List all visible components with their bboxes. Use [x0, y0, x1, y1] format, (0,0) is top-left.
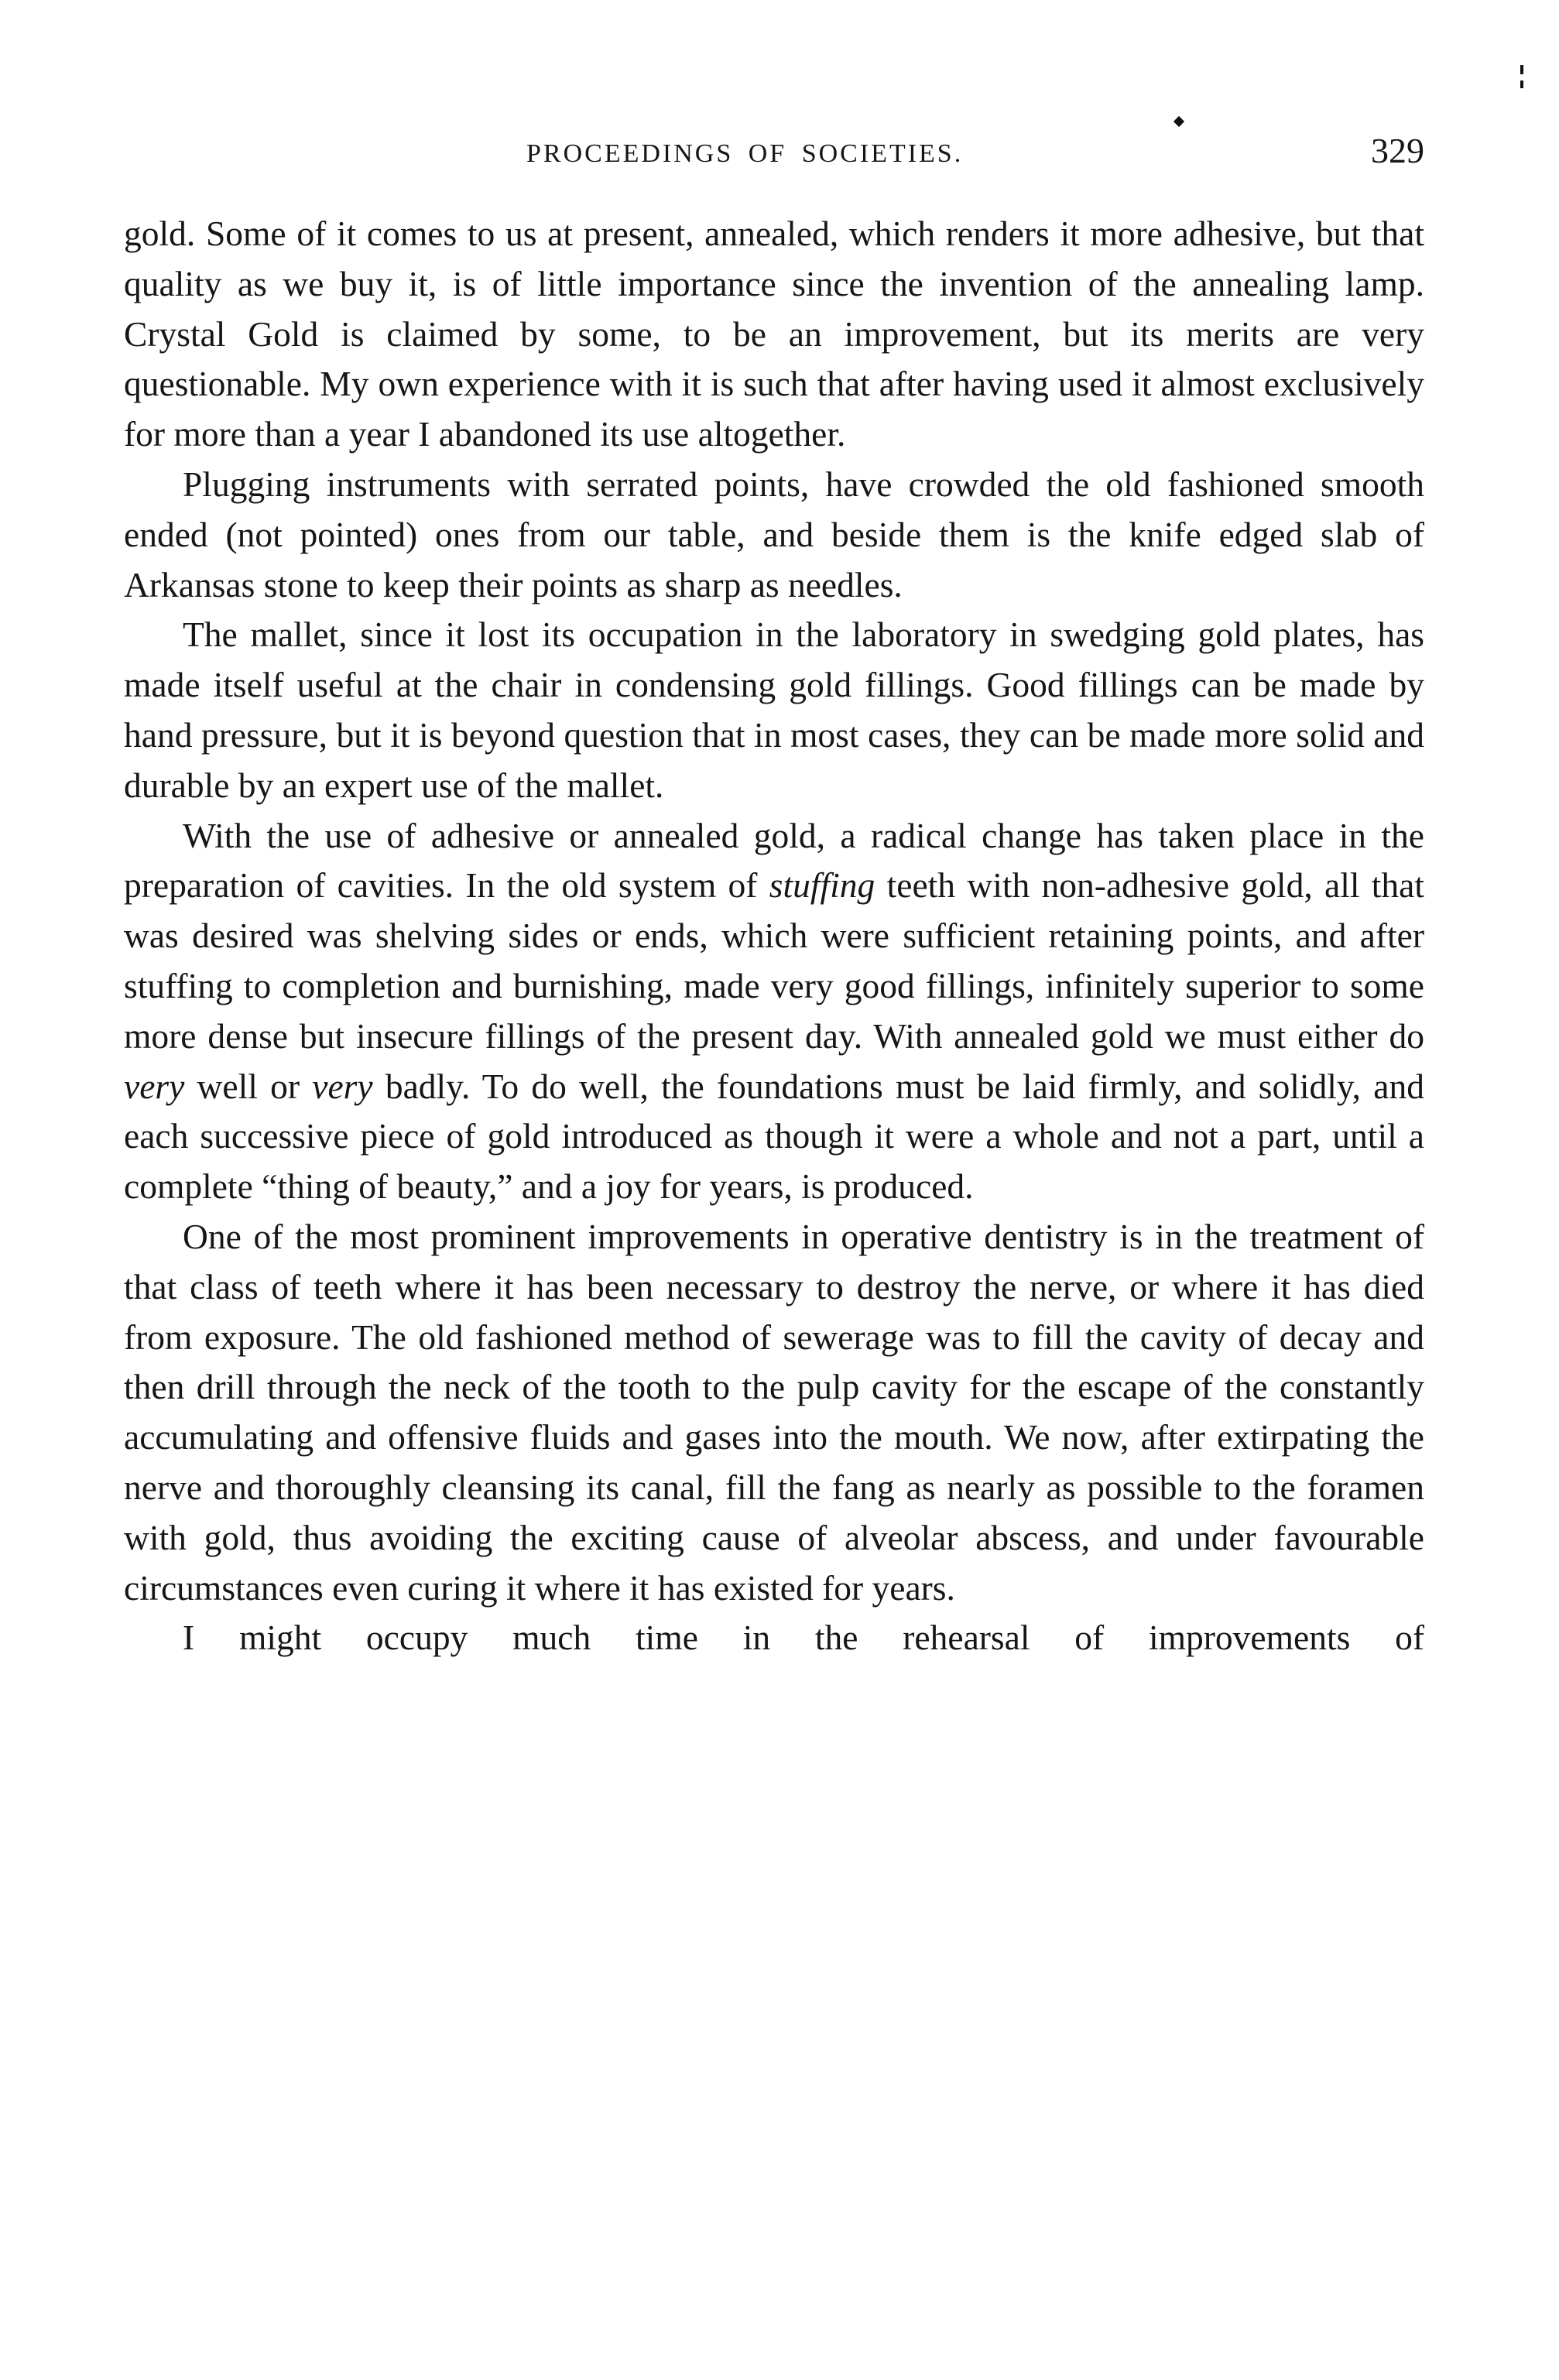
italic-text: very [312, 1066, 373, 1106]
body-text [124, 209, 1424, 1663]
paragraph-annealed-gold [124, 811, 1424, 1212]
paragraph-improvements: I might occupy much time in the rehearsal of improvements of [183, 1618, 1424, 1658]
margin-dot [1520, 80, 1523, 88]
italic-text: stuffing [769, 865, 875, 906]
italic-text: very [124, 1066, 185, 1106]
paragraph-mallet: The mallet, since it lost its occupation in the laboratory in swedging gold plates, has made itself useful at the chair in condensing gold fillings. Good fillings can be made by hand pressure, but it is beyond question that in most cases, they can be made more solid and durable by an expert use of the mallet. [124, 615, 1424, 805]
text-run: With the use of adhesive or annealed gold, a radical change has taken place in the preparation of cavities. In the old system of [124, 815, 1424, 906]
paragraph-nerve-treatment: One of the most prominent improvements in operative dentistry is in the treatment of that class of teeth where it has been necessary to destroy the nerve, or where it has died from exposure. The old fashioned method of sewerage was to fill the cavity of decay and then drill through the neck of the tooth to the pulp cavity for the escape of the constantly accumulating and offensive fluids and gases into the mouth. We now, after extirpating the nerve and thoroughly cleansing its canal, fill the fang as nearly as possible to the foramen with gold, thus avoiding the exciting cause of alveolar abscess, and under favourable circumstances even curing it where it has existed for years. [124, 1216, 1424, 1608]
print-mark [1174, 116, 1184, 127]
margin-dot [1520, 65, 1523, 74]
running-head: PROCEEDINGS OF SOCIETIES. [526, 139, 964, 168]
text-run: badly. To do well, the foundations must be laid firmly, and solidly, and each successive piece of gold introduced as though it were a whole and not a part, until a complete “thing of beauty,” and a joy for years, is produced. [124, 1066, 1424, 1207]
text-run: teeth with non-adhesive gold, all that was desired was shelving sides or ends, which were sufficient retaining points, and after stuffing to completion and burnishing, made very good fillings, infinitely superior to some more dense but insecure fillings of the present day. With annealed gold we must either do [124, 865, 1425, 1056]
paragraph-plugging-instruments: Plugging instruments with serrated points, have crowded the old fashioned smooth ended (not pointed) ones from our table, and beside them is the knife edged slab of Arkansas stone to keep their points as sharp as needles. [124, 464, 1424, 604]
text-run: well or [184, 1066, 313, 1106]
page-number: 329 [1371, 131, 1424, 170]
page-header [124, 130, 1424, 184]
paragraph-crystal-gold: gold. Some of it comes to us at present, annealed, which renders it more adhesive, but that quality as we buy it, is of little importance since the invention of the annealing lamp. Crystal Gold is claimed by some, to be an improvement, but its merits are very questionable. My own experience with it is such that after having used it almost exclusively for more than a year I abandoned its use altogether. [124, 214, 1424, 454]
